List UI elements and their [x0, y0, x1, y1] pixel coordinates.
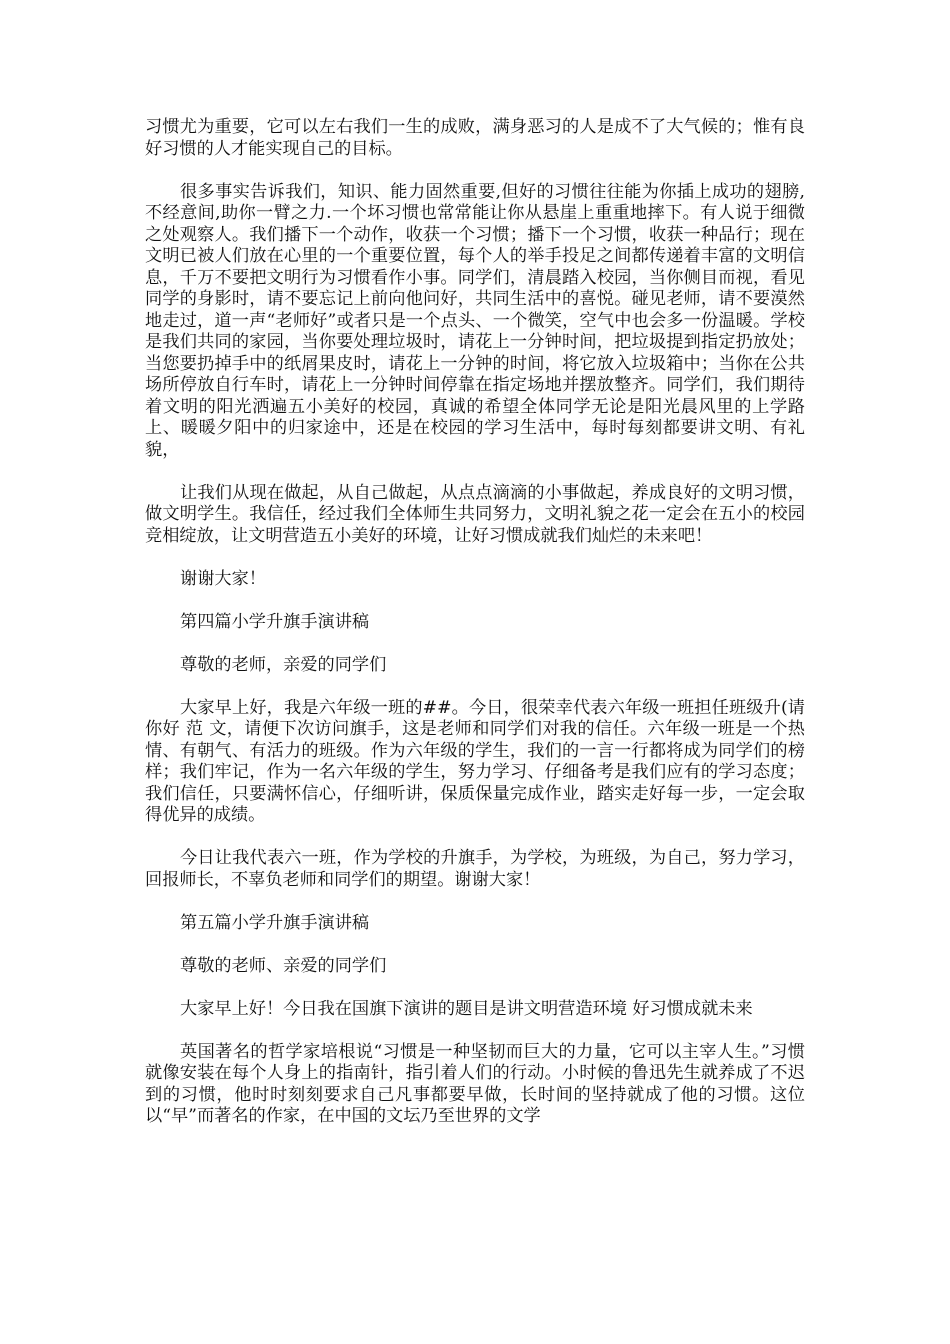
paragraph-flag-bearer: 今日让我代表六一班，作为学校的升旗手，为学校，为班级，为自己，努力学习，回报师长，不辜负老师和同学们的期望。谢谢大家！ [145, 848, 805, 890]
paragraph-bacon-quote: 英国著名的哲学家培根说“习惯是一种坚韧而巨大的力量，它可以主宰人生。”习惯就像安装在每个人身上的指南针，指引着人们的行动。小时候的鲁迅先生就养成了不迟到的习惯，他时时刻刻要求自己凡事都要早做，长时间的坚持就成了他的习惯。这位以“早”而著名的作家，在中国的文坛乃至世界的文学 [145, 1041, 805, 1126]
salutation-5: 尊敬的老师、亲爱的同学们 [180, 955, 387, 976]
paragraph-habits-importance: 习惯尤为重要，它可以左右我们一生的成败，满身恶习的人是成不了大气候的；惟有良好习惯的人才能实现自己的目标。 [145, 117, 805, 159]
section-heading-5: 第五篇小学升旗手演讲稿 [180, 912, 370, 933]
paragraph-good-morning-5: 大家早上好！今日我在国旗下演讲的题目是讲文明营造环境 好习惯成就未来 [180, 998, 753, 1019]
document-page [145, 117, 805, 1128]
paragraph-facts-tell-us: 很多事实告诉我们，知识、能力固然重要,但好的习惯往往能为你插上成功的翅膀,不经意间,助你一臂之力.一个坏习惯也常常能让你从悬崖上重重地摔下。有人说于细微之处观察人。我们播下一个动作，收获一个习惯；播下一个习惯，收获一种品行；现在文明已被人们放在心里的一个重要位置，每个人的举手投足之间都传递着丰富的文明信息，千万不要把文明行为习惯看作小事。同学们，清晨踏入校园，当你侧目而视，看见同学的身影时，请不要忘记上前向他问好，共同生活中的喜悦。碰见老师，请不要漠然地走过，道一声“老师好”或者只是一个点头、一个微笑，空气中也会多一份温暖。学校是我们共同的家园，当你要处理垃圾时，请花上一分钟时间，把垃圾提到指定扔放处；当您要扔掉手中的纸屑果皮时，请花上一分钟的时间，将它放入垃圾箱中；当你在公共场所停放自行车时，请花上一分钟时间停靠在指定场地并摆放整齐。同学们，我们期待着文明的阳光洒遍五小美好的校园，真诚的希望全体同学无论是阳光晨风里的上学路上、暖暖夕阳中的归家途中，还是在校园的学习生活中，每时每刻都要讲文明、有礼貌， [145, 181, 805, 460]
paragraph-thanks: 谢谢大家！ [180, 568, 266, 589]
salutation-4: 尊敬的老师，亲爱的同学们 [180, 654, 387, 675]
paragraph-start-now: 让我们从现在做起，从自己做起，从点点滴滴的小事做起，养成良好的文明习惯，做文明学生。我信任，经过我们全体师生共同努力，文明礼貌之花一定会在五小的校园竞相绽放，让文明营造五小美好的环境，让好习惯成就我们灿烂的未来吧！ [145, 482, 805, 546]
section-heading-4: 第四篇小学升旗手演讲稿 [180, 611, 370, 632]
paragraph-good-morning-4: 大家早上好，我是六年级一班的##。今日，很荣幸代表六年级一班担任班级升(请你好 范 文，请便下次访问旗手，这是老师和同学们对我的信任。六年级一班是一个热情、有朝气、有活力的班级。作为六年级的学生，我们的一言一行都将成为同学们的榜样；我们牢记，作为一名六年级的学生，努力学习、仔细备考是我们应有的学习态度；我们信任，只要满怀信心，仔细听讲，保质保量完成作业，踏实走好每一步，一定会取得优异的成绩。 [145, 697, 805, 825]
